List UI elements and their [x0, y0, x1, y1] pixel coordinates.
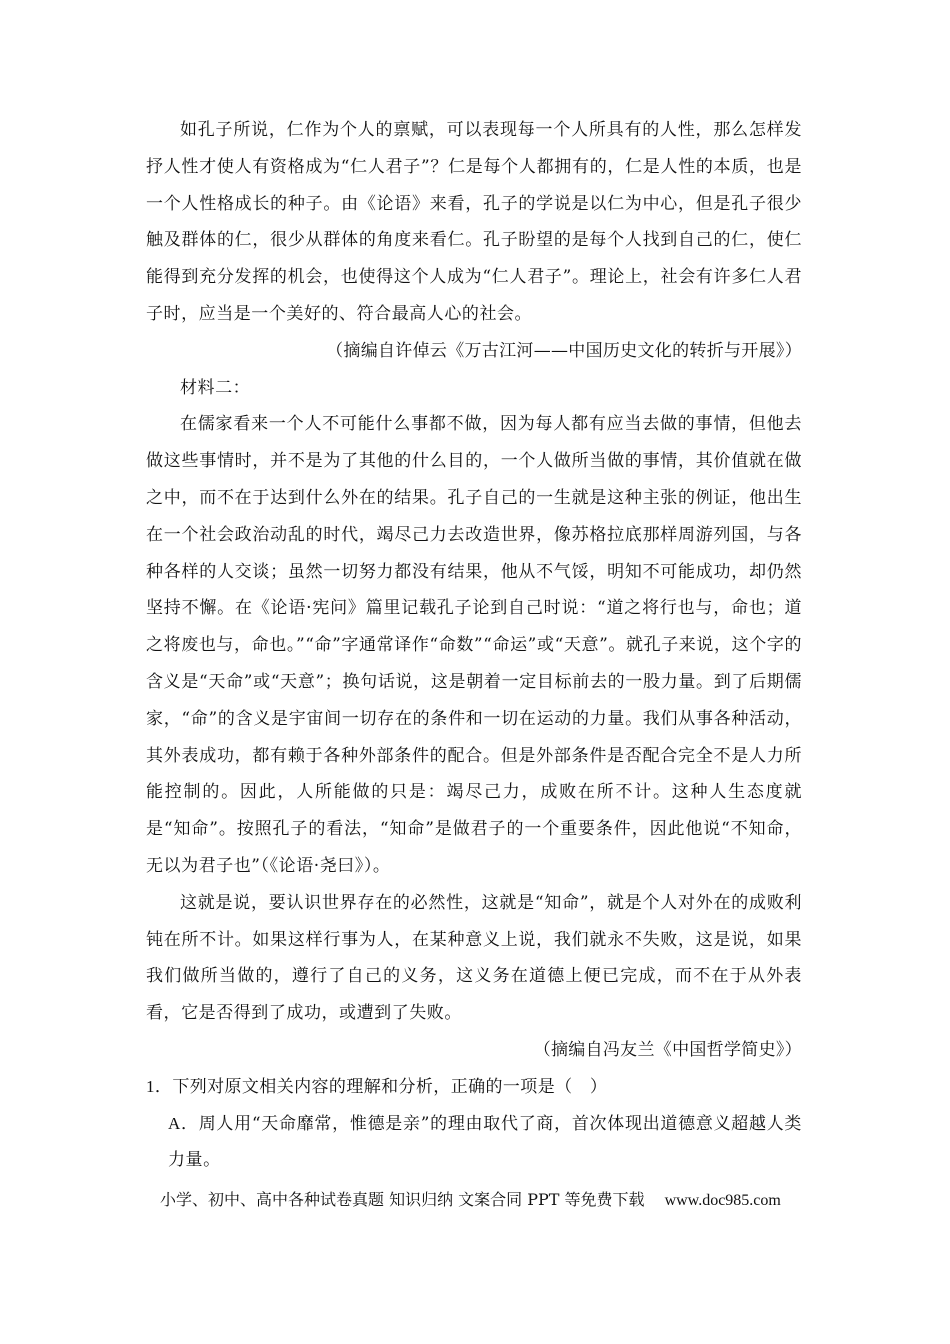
document-body	[146, 112, 802, 1179]
source-citation-2: （摘编自冯友兰《中国哲学简史》）	[533, 1039, 802, 1060]
material-2-label: 材料二：	[180, 377, 251, 398]
passage-3: 这就是说，要认识世界存在的必然性，这就是“知命”，就是个人对外在的成败利钝在所不计。如果这样行事为人，在某种意义上说，我们就永不失败，这是说，如果我们做所当做的，遵行了自己的义务，这义务在道德上便已完成，而不在于从外表看，它是否得到了成功，或遭到了失败。	[146, 892, 802, 1024]
footer-text: 小学、初中、高中各种试卷真题 知识归纳 文案合同 PPT 等免费下载	[160, 1190, 645, 1209]
footer-site-link[interactable]: www.doc985.com	[664, 1192, 781, 1209]
passage-1: 如孔子所说，仁作为个人的禀赋，可以表现每一个人所具有的人性，那么怎样发抒人性才使人有资格成为“仁人君子”？仁是每个人都拥有的，仁是人性的本质，也是一个人性格成长的种子。由《论语》来看，孔子的学说是以仁为中心，但是孔子很少触及群体的仁，很少从群体的角度来看仁。孔子盼望的是每个人找到自己的仁，使仁能得到充分发挥的机会，也使得这个人成为“仁人君子”。理论上，社会有许多仁人君子时，应当是一个美好的、符合最高人心的社会。	[146, 120, 802, 324]
source-citation-1: （摘编自许倬云《万古江河——中国历史文化的转折与开展》）	[326, 340, 802, 361]
option-a-text: 周人用“天命靡常，惟德是亲”的理由取代了商，首次体现出道德意义超越人类力量。	[168, 1113, 802, 1171]
page-footer	[160, 1188, 800, 1213]
question-1	[146, 1069, 802, 1106]
option-a-letter: A．	[168, 1113, 199, 1133]
option-a	[146, 1106, 802, 1180]
question-number: 1．	[146, 1076, 173, 1096]
question-stem: 下列对原文相关内容的理解和分析，正确的一项是（ ）	[172, 1076, 608, 1097]
passage-2: 在儒家看来一个人不可能什么事都不做，因为每人都有应当去做的事情，但他去做这些事情时，并不是为了其他的什么目的，一个人做所当做的事情，其价值就在做之中，而不在于达到什么外在的结果。孔子自己的一生就是这种主张的例证，他出生在一个社会政治动乱的时代，竭尽己力去改造世界，像苏格拉底那样周游列国，与各种各样的人交谈；虽然一切努力都没有结果，他从不气馁，明知不可能成功，却仍然坚持不懈。在《论语·宪问》篇里记载孔子论到自己时说：“道之将行也与，命也；道之将废也与，命也。”“命”字通常译作“命数”“命运”或“天意”。就孔子来说，这个字的含义是“天命”或“天意”；换句话说，这是朝着一定目标前去的一股力量。到了后期儒家，“命”的含义是宇宙间一切存在的条件和一切在运动的力量。我们从事各种活动，其外表成功，都有赖于各种外部条件的配合。但是外部条件是否配合完全不是人力所能控制的。因此，人所能做的只是：竭尽己力，成败在所不计。这种人生态度就是“知命”。按照孔子的看法，“知命”是做君子的一个重要条件，因此他说“不知命，无以为君子也”（《论语·尧曰》）。	[146, 414, 802, 876]
